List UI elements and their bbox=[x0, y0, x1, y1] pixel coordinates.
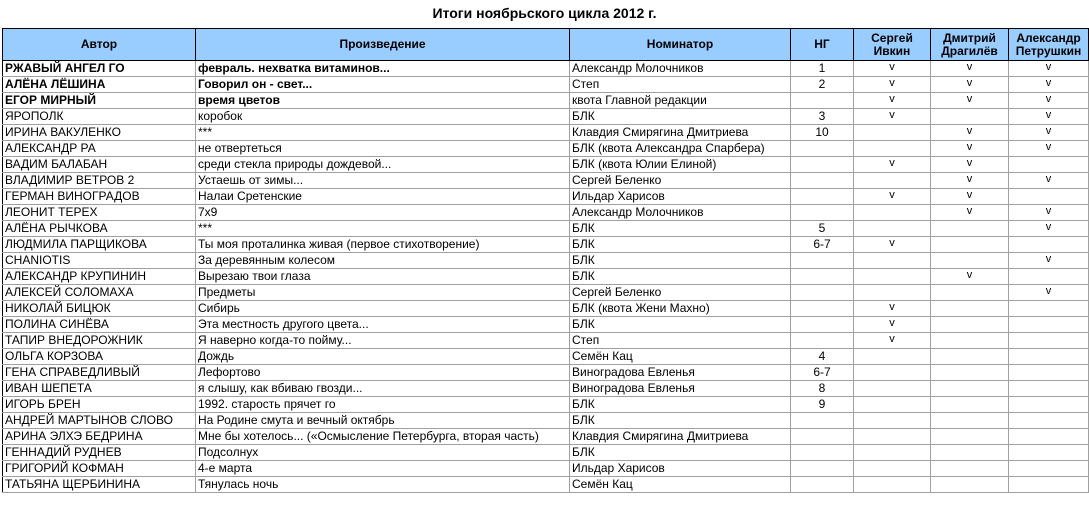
author-cell[interactable]: ЯРОПОЛК bbox=[3, 109, 196, 125]
table-body bbox=[3, 61, 1089, 493]
author-cell[interactable]: ИРИНА ВАКУЛЕНКО bbox=[3, 125, 196, 141]
vote-ivkin-cell[interactable] bbox=[854, 285, 931, 301]
author-cell[interactable]: ТАПИР ВНЕДОРОЖНИК bbox=[3, 333, 196, 349]
work-cell[interactable]: 1992. старость прячет го bbox=[196, 397, 570, 413]
nominator-cell[interactable]: БЛК bbox=[570, 413, 791, 429]
work-cell[interactable]: *** bbox=[196, 125, 570, 141]
author-cell[interactable]: ОЛЬГА КОРЗОВА bbox=[3, 349, 196, 365]
nominator-cell[interactable]: Степ bbox=[570, 77, 791, 93]
ng-cell[interactable]: 2 bbox=[791, 77, 854, 93]
vote-petrushkin-cell[interactable] bbox=[1009, 349, 1089, 365]
vote-ivkin-cell[interactable]: v bbox=[854, 333, 931, 349]
nominator-cell[interactable]: БЛК bbox=[570, 269, 791, 285]
vote-ivkin-cell[interactable] bbox=[854, 445, 931, 461]
vote-dragilev-cell[interactable] bbox=[931, 429, 1009, 445]
vote-petrushkin-cell[interactable] bbox=[1009, 413, 1089, 429]
work-cell[interactable]: Лефортово bbox=[196, 365, 570, 381]
table-row bbox=[3, 285, 1089, 301]
vote-dragilev-cell[interactable] bbox=[931, 349, 1009, 365]
author-cell[interactable]: АНДРЕЙ МАРТЫНОВ СЛОВО bbox=[3, 413, 196, 429]
table-row bbox=[3, 173, 1089, 189]
ng-cell[interactable] bbox=[791, 477, 854, 493]
author-cell[interactable]: ЛЕОНИТ ТЕРЕХ bbox=[3, 205, 196, 221]
ng-cell[interactable]: 6-7 bbox=[791, 365, 854, 381]
ng-cell[interactable] bbox=[791, 189, 854, 205]
work-cell[interactable]: На Родине смута и вечный октябрь bbox=[196, 413, 570, 429]
table-row bbox=[3, 445, 1089, 461]
vote-ivkin-cell[interactable]: v bbox=[854, 77, 931, 93]
vote-ivkin-cell[interactable] bbox=[854, 429, 931, 445]
work-cell[interactable]: Говорил он - свет... bbox=[196, 77, 570, 93]
header-judge-dragilev[interactable]: Дмитрий Драгилёв bbox=[931, 29, 1009, 61]
vote-ivkin-cell[interactable]: v bbox=[854, 157, 931, 173]
table-row bbox=[3, 429, 1089, 445]
ng-cell[interactable] bbox=[791, 317, 854, 333]
nominator-cell[interactable]: БЛК bbox=[570, 109, 791, 125]
nominator-cell[interactable]: Сергей Беленко bbox=[570, 285, 791, 301]
ng-cell[interactable]: 1 bbox=[791, 61, 854, 77]
work-cell[interactable]: время цветов bbox=[196, 93, 570, 109]
vote-ivkin-cell[interactable]: v bbox=[854, 93, 931, 109]
work-cell[interactable]: Дождь bbox=[196, 349, 570, 365]
author-cell[interactable]: ГЕРМАН ВИНОГРАДОВ bbox=[3, 189, 196, 205]
nominator-cell[interactable]: БЛК bbox=[570, 253, 791, 269]
vote-petrushkin-cell[interactable] bbox=[1009, 333, 1089, 349]
vote-dragilev-cell[interactable]: v bbox=[931, 125, 1009, 141]
vote-dragilev-cell[interactable]: v bbox=[931, 61, 1009, 77]
table-row bbox=[3, 93, 1089, 109]
vote-petrushkin-cell[interactable] bbox=[1009, 445, 1089, 461]
ng-cell[interactable]: 10 bbox=[791, 125, 854, 141]
author-cell[interactable]: ВАДИМ БАЛАБАН bbox=[3, 157, 196, 173]
vote-ivkin-cell[interactable] bbox=[854, 365, 931, 381]
vote-dragilev-cell[interactable]: v bbox=[931, 189, 1009, 205]
vote-dragilev-cell[interactable] bbox=[931, 445, 1009, 461]
nominator-cell[interactable]: БЛК (квота Александра Спарбера) bbox=[570, 141, 791, 157]
table-row bbox=[3, 109, 1089, 125]
vote-dragilev-cell[interactable] bbox=[931, 461, 1009, 477]
vote-ivkin-cell[interactable] bbox=[854, 205, 931, 221]
nominator-cell[interactable]: Клавдия Смирягина Дмитриева bbox=[570, 429, 791, 445]
vote-dragilev-cell[interactable] bbox=[931, 333, 1009, 349]
ng-cell[interactable]: 8 bbox=[791, 381, 854, 397]
vote-petrushkin-cell[interactable]: v bbox=[1009, 253, 1089, 269]
vote-ivkin-cell[interactable]: v bbox=[854, 109, 931, 125]
author-cell[interactable]: АРИНА ЭЛХЭ БЕДРИНА bbox=[3, 429, 196, 445]
work-cell[interactable]: не отвертеться bbox=[196, 141, 570, 157]
vote-petrushkin-cell[interactable]: v bbox=[1009, 141, 1089, 157]
vote-ivkin-cell[interactable]: v bbox=[854, 317, 931, 333]
work-cell[interactable]: Устаешь от зимы... bbox=[196, 173, 570, 189]
vote-dragilev-cell[interactable] bbox=[931, 317, 1009, 333]
vote-petrushkin-cell[interactable]: v bbox=[1009, 173, 1089, 189]
nominator-cell[interactable]: Александр Молочников bbox=[570, 61, 791, 77]
author-cell[interactable]: ИВАН ШЕПЕТА bbox=[3, 381, 196, 397]
vote-dragilev-cell[interactable] bbox=[931, 109, 1009, 125]
table-row bbox=[3, 141, 1089, 157]
ng-cell[interactable] bbox=[791, 253, 854, 269]
author-cell[interactable]: ИГОРЬ БРЕН bbox=[3, 397, 196, 413]
vote-ivkin-cell[interactable] bbox=[854, 413, 931, 429]
work-cell[interactable]: я слышу, как вбиваю гвозди... bbox=[196, 381, 570, 397]
vote-ivkin-cell[interactable]: v bbox=[854, 189, 931, 205]
table-row bbox=[3, 61, 1089, 77]
table-row bbox=[3, 125, 1089, 141]
vote-ivkin-cell[interactable] bbox=[854, 397, 931, 413]
vote-ivkin-cell[interactable] bbox=[854, 173, 931, 189]
work-cell[interactable]: коробок bbox=[196, 109, 570, 125]
table-row bbox=[3, 413, 1089, 429]
header-judge-petrushkin[interactable]: Александр Петрушкин bbox=[1009, 29, 1089, 61]
table-row bbox=[3, 381, 1089, 397]
nominator-cell[interactable]: Степ bbox=[570, 333, 791, 349]
vote-petrushkin-cell[interactable] bbox=[1009, 477, 1089, 493]
nominator-cell[interactable]: Виноградова Евленья bbox=[570, 381, 791, 397]
author-cell[interactable]: РЖАВЫЙ АНГЕЛ ГО bbox=[3, 61, 196, 77]
vote-petrushkin-cell[interactable]: v bbox=[1009, 125, 1089, 141]
vote-ivkin-cell[interactable] bbox=[854, 125, 931, 141]
ng-cell[interactable] bbox=[791, 269, 854, 285]
work-cell[interactable]: Мне бы хотелось... («Осмысление Петербурга, вторая часть) bbox=[196, 429, 570, 445]
ng-cell[interactable] bbox=[791, 413, 854, 429]
ng-cell[interactable]: 9 bbox=[791, 397, 854, 413]
vote-ivkin-cell[interactable] bbox=[854, 461, 931, 477]
vote-petrushkin-cell[interactable] bbox=[1009, 269, 1089, 285]
table-row bbox=[3, 349, 1089, 365]
work-cell[interactable]: Тянулась ночь bbox=[196, 477, 570, 493]
ng-cell[interactable] bbox=[791, 141, 854, 157]
ng-cell[interactable]: 6-7 bbox=[791, 237, 854, 253]
ng-cell[interactable] bbox=[791, 205, 854, 221]
nominator-cell[interactable]: квота Главной редакции bbox=[570, 93, 791, 109]
vote-dragilev-cell[interactable]: v bbox=[931, 157, 1009, 173]
header-nominator[interactable]: Номинатор bbox=[570, 29, 791, 61]
table-row bbox=[3, 397, 1089, 413]
vote-dragilev-cell[interactable] bbox=[931, 285, 1009, 301]
nominator-cell[interactable]: БЛК (квота Жени Махно) bbox=[570, 301, 791, 317]
nominator-cell[interactable]: Семён Кац bbox=[570, 477, 791, 493]
vote-petrushkin-cell[interactable] bbox=[1009, 365, 1089, 381]
ng-cell[interactable] bbox=[791, 93, 854, 109]
work-cell[interactable]: Сибирь bbox=[196, 301, 570, 317]
vote-dragilev-cell[interactable]: v bbox=[931, 141, 1009, 157]
vote-dragilev-cell[interactable] bbox=[931, 253, 1009, 269]
header-work[interactable]: Произведение bbox=[196, 29, 570, 61]
vote-dragilev-cell[interactable]: v bbox=[931, 269, 1009, 285]
vote-petrushkin-cell[interactable]: v bbox=[1009, 77, 1089, 93]
vote-dragilev-cell[interactable]: v bbox=[931, 205, 1009, 221]
table-row bbox=[3, 77, 1089, 93]
vote-dragilev-cell[interactable] bbox=[931, 381, 1009, 397]
vote-petrushkin-cell[interactable] bbox=[1009, 157, 1089, 173]
vote-petrushkin-cell[interactable]: v bbox=[1009, 205, 1089, 221]
work-cell[interactable]: 7x9 bbox=[196, 205, 570, 221]
vote-ivkin-cell[interactable] bbox=[854, 381, 931, 397]
author-cell[interactable]: АЛЁНА РЫЧКОВА bbox=[3, 221, 196, 237]
work-cell[interactable]: Эта местность другого цвета... bbox=[196, 317, 570, 333]
nominator-cell[interactable]: Александр Молочников bbox=[570, 205, 791, 221]
work-cell[interactable]: среди стекла природы дождевой... bbox=[196, 157, 570, 173]
vote-ivkin-cell[interactable] bbox=[854, 269, 931, 285]
work-cell[interactable]: февраль. нехватка витаминов... bbox=[196, 61, 570, 77]
table-row bbox=[3, 221, 1089, 237]
table-row bbox=[3, 189, 1089, 205]
vote-ivkin-cell[interactable]: v bbox=[854, 237, 931, 253]
nominator-cell[interactable]: Ильдар Харисов bbox=[570, 189, 791, 205]
ng-cell[interactable] bbox=[791, 333, 854, 349]
author-cell[interactable]: АЛЕКСЕЙ СОЛОМАХА bbox=[3, 285, 196, 301]
vote-ivkin-cell[interactable] bbox=[854, 477, 931, 493]
table-row bbox=[3, 317, 1089, 333]
author-cell[interactable]: ПОЛИНА СИНЁВА bbox=[3, 317, 196, 333]
table-row bbox=[3, 157, 1089, 173]
author-cell[interactable]: CHANIOTIS bbox=[3, 253, 196, 269]
nominator-cell[interactable]: БЛК bbox=[570, 397, 791, 413]
header-judge-ivkin[interactable]: Сергей Ивкин bbox=[854, 29, 931, 61]
table-row bbox=[3, 253, 1089, 269]
author-cell[interactable]: ТАТЬЯНА ЩЕРБИНИНА bbox=[3, 477, 196, 493]
nominator-cell[interactable]: БЛК bbox=[570, 221, 791, 237]
vote-petrushkin-cell[interactable] bbox=[1009, 429, 1089, 445]
ng-cell[interactable] bbox=[791, 173, 854, 189]
ng-cell[interactable]: 3 bbox=[791, 109, 854, 125]
work-cell[interactable]: Я наверно когда-то пойму... bbox=[196, 333, 570, 349]
vote-petrushkin-cell[interactable] bbox=[1009, 301, 1089, 317]
ng-cell[interactable] bbox=[791, 285, 854, 301]
vote-dragilev-cell[interactable] bbox=[931, 237, 1009, 253]
vote-petrushkin-cell[interactable] bbox=[1009, 397, 1089, 413]
ng-cell[interactable]: 5 bbox=[791, 221, 854, 237]
ng-cell[interactable] bbox=[791, 445, 854, 461]
vote-petrushkin-cell[interactable]: v bbox=[1009, 285, 1089, 301]
author-cell[interactable]: ГРИГОРИЙ КОФМАН bbox=[3, 461, 196, 477]
table-row bbox=[3, 205, 1089, 221]
author-cell[interactable]: ГЕННАДИЙ РУДНЕВ bbox=[3, 445, 196, 461]
nominator-cell[interactable]: Клавдия Смирягина Дмитриева bbox=[570, 125, 791, 141]
vote-petrushkin-cell[interactable] bbox=[1009, 237, 1089, 253]
vote-dragilev-cell[interactable] bbox=[931, 221, 1009, 237]
ng-cell[interactable] bbox=[791, 429, 854, 445]
author-cell[interactable]: АЛЕКСАНДР КРУПИНИН bbox=[3, 269, 196, 285]
author-cell[interactable]: ГЕНА СПРАВЕДЛИВЫЙ bbox=[3, 365, 196, 381]
author-cell[interactable]: ЛЮДМИЛА ПАРЩИКОВА bbox=[3, 237, 196, 253]
results-table bbox=[2, 28, 1089, 493]
vote-ivkin-cell[interactable]: v bbox=[854, 301, 931, 317]
table-row bbox=[3, 461, 1089, 477]
nominator-cell[interactable]: Виноградова Евленья bbox=[570, 365, 791, 381]
vote-dragilev-cell[interactable] bbox=[931, 413, 1009, 429]
nominator-cell[interactable]: БЛК (квота Юлии Елиной) bbox=[570, 157, 791, 173]
vote-dragilev-cell[interactable]: v bbox=[931, 93, 1009, 109]
vote-petrushkin-cell[interactable] bbox=[1009, 317, 1089, 333]
work-cell[interactable]: Налаи Сретенские bbox=[196, 189, 570, 205]
ng-cell[interactable] bbox=[791, 461, 854, 477]
work-cell[interactable]: Предметы bbox=[196, 285, 570, 301]
author-cell[interactable]: ВЛАДИМИР ВЕТРОВ 2 bbox=[3, 173, 196, 189]
work-cell[interactable]: За деревянным колесом bbox=[196, 253, 570, 269]
vote-petrushkin-cell[interactable]: v bbox=[1009, 221, 1089, 237]
vote-ivkin-cell[interactable] bbox=[854, 349, 931, 365]
ng-cell[interactable] bbox=[791, 301, 854, 317]
nominator-cell[interactable]: БЛК bbox=[570, 445, 791, 461]
vote-petrushkin-cell[interactable]: v bbox=[1009, 93, 1089, 109]
vote-dragilev-cell[interactable]: v bbox=[931, 77, 1009, 93]
vote-ivkin-cell[interactable] bbox=[854, 141, 931, 157]
vote-petrushkin-cell[interactable]: v bbox=[1009, 61, 1089, 77]
nominator-cell[interactable]: Семён Кац bbox=[570, 349, 791, 365]
vote-petrushkin-cell[interactable] bbox=[1009, 189, 1089, 205]
work-cell[interactable]: Ты моя проталинка живая (первое стихотворение) bbox=[196, 237, 570, 253]
author-cell[interactable]: АЛЁНА ЛЁШИНА bbox=[3, 77, 196, 93]
vote-dragilev-cell[interactable] bbox=[931, 365, 1009, 381]
vote-petrushkin-cell[interactable]: v bbox=[1009, 109, 1089, 125]
nominator-cell[interactable]: Сергей Беленко bbox=[570, 173, 791, 189]
vote-dragilev-cell[interactable] bbox=[931, 477, 1009, 493]
nominator-cell[interactable]: БЛК bbox=[570, 317, 791, 333]
header-row bbox=[3, 29, 1089, 61]
vote-ivkin-cell[interactable] bbox=[854, 221, 931, 237]
nominator-cell[interactable]: БЛК bbox=[570, 237, 791, 253]
page-title: Итоги ноябрьского цикла 2012 г. bbox=[432, 5, 657, 21]
table-row bbox=[3, 269, 1089, 285]
vote-dragilev-cell[interactable] bbox=[931, 301, 1009, 317]
author-cell[interactable]: ЕГОР МИРНЫЙ bbox=[3, 93, 196, 109]
vote-ivkin-cell[interactable] bbox=[854, 253, 931, 269]
table-row bbox=[3, 237, 1089, 253]
nominator-cell[interactable]: Ильдар Харисов bbox=[570, 461, 791, 477]
author-cell[interactable]: НИКОЛАЙ БИЦЮК bbox=[3, 301, 196, 317]
work-cell[interactable]: Подсолнух bbox=[196, 445, 570, 461]
table-row bbox=[3, 365, 1089, 381]
vote-dragilev-cell[interactable]: v bbox=[931, 173, 1009, 189]
vote-dragilev-cell[interactable] bbox=[931, 397, 1009, 413]
author-cell[interactable]: АЛЕКСАНДР РА bbox=[3, 141, 196, 157]
work-cell[interactable]: *** bbox=[196, 221, 570, 237]
table-row bbox=[3, 301, 1089, 317]
ng-cell[interactable] bbox=[791, 157, 854, 173]
vote-petrushkin-cell[interactable] bbox=[1009, 381, 1089, 397]
table-row bbox=[3, 477, 1089, 493]
vote-ivkin-cell[interactable]: v bbox=[854, 61, 931, 77]
work-cell[interactable]: 4-е марта bbox=[196, 461, 570, 477]
table-row bbox=[3, 333, 1089, 349]
header-author[interactable]: Автор bbox=[3, 29, 196, 61]
work-cell[interactable]: Вырезаю твои глаза bbox=[196, 269, 570, 285]
ng-cell[interactable]: 4 bbox=[791, 349, 854, 365]
vote-petrushkin-cell[interactable] bbox=[1009, 461, 1089, 477]
header-ng[interactable]: НГ bbox=[791, 29, 854, 61]
